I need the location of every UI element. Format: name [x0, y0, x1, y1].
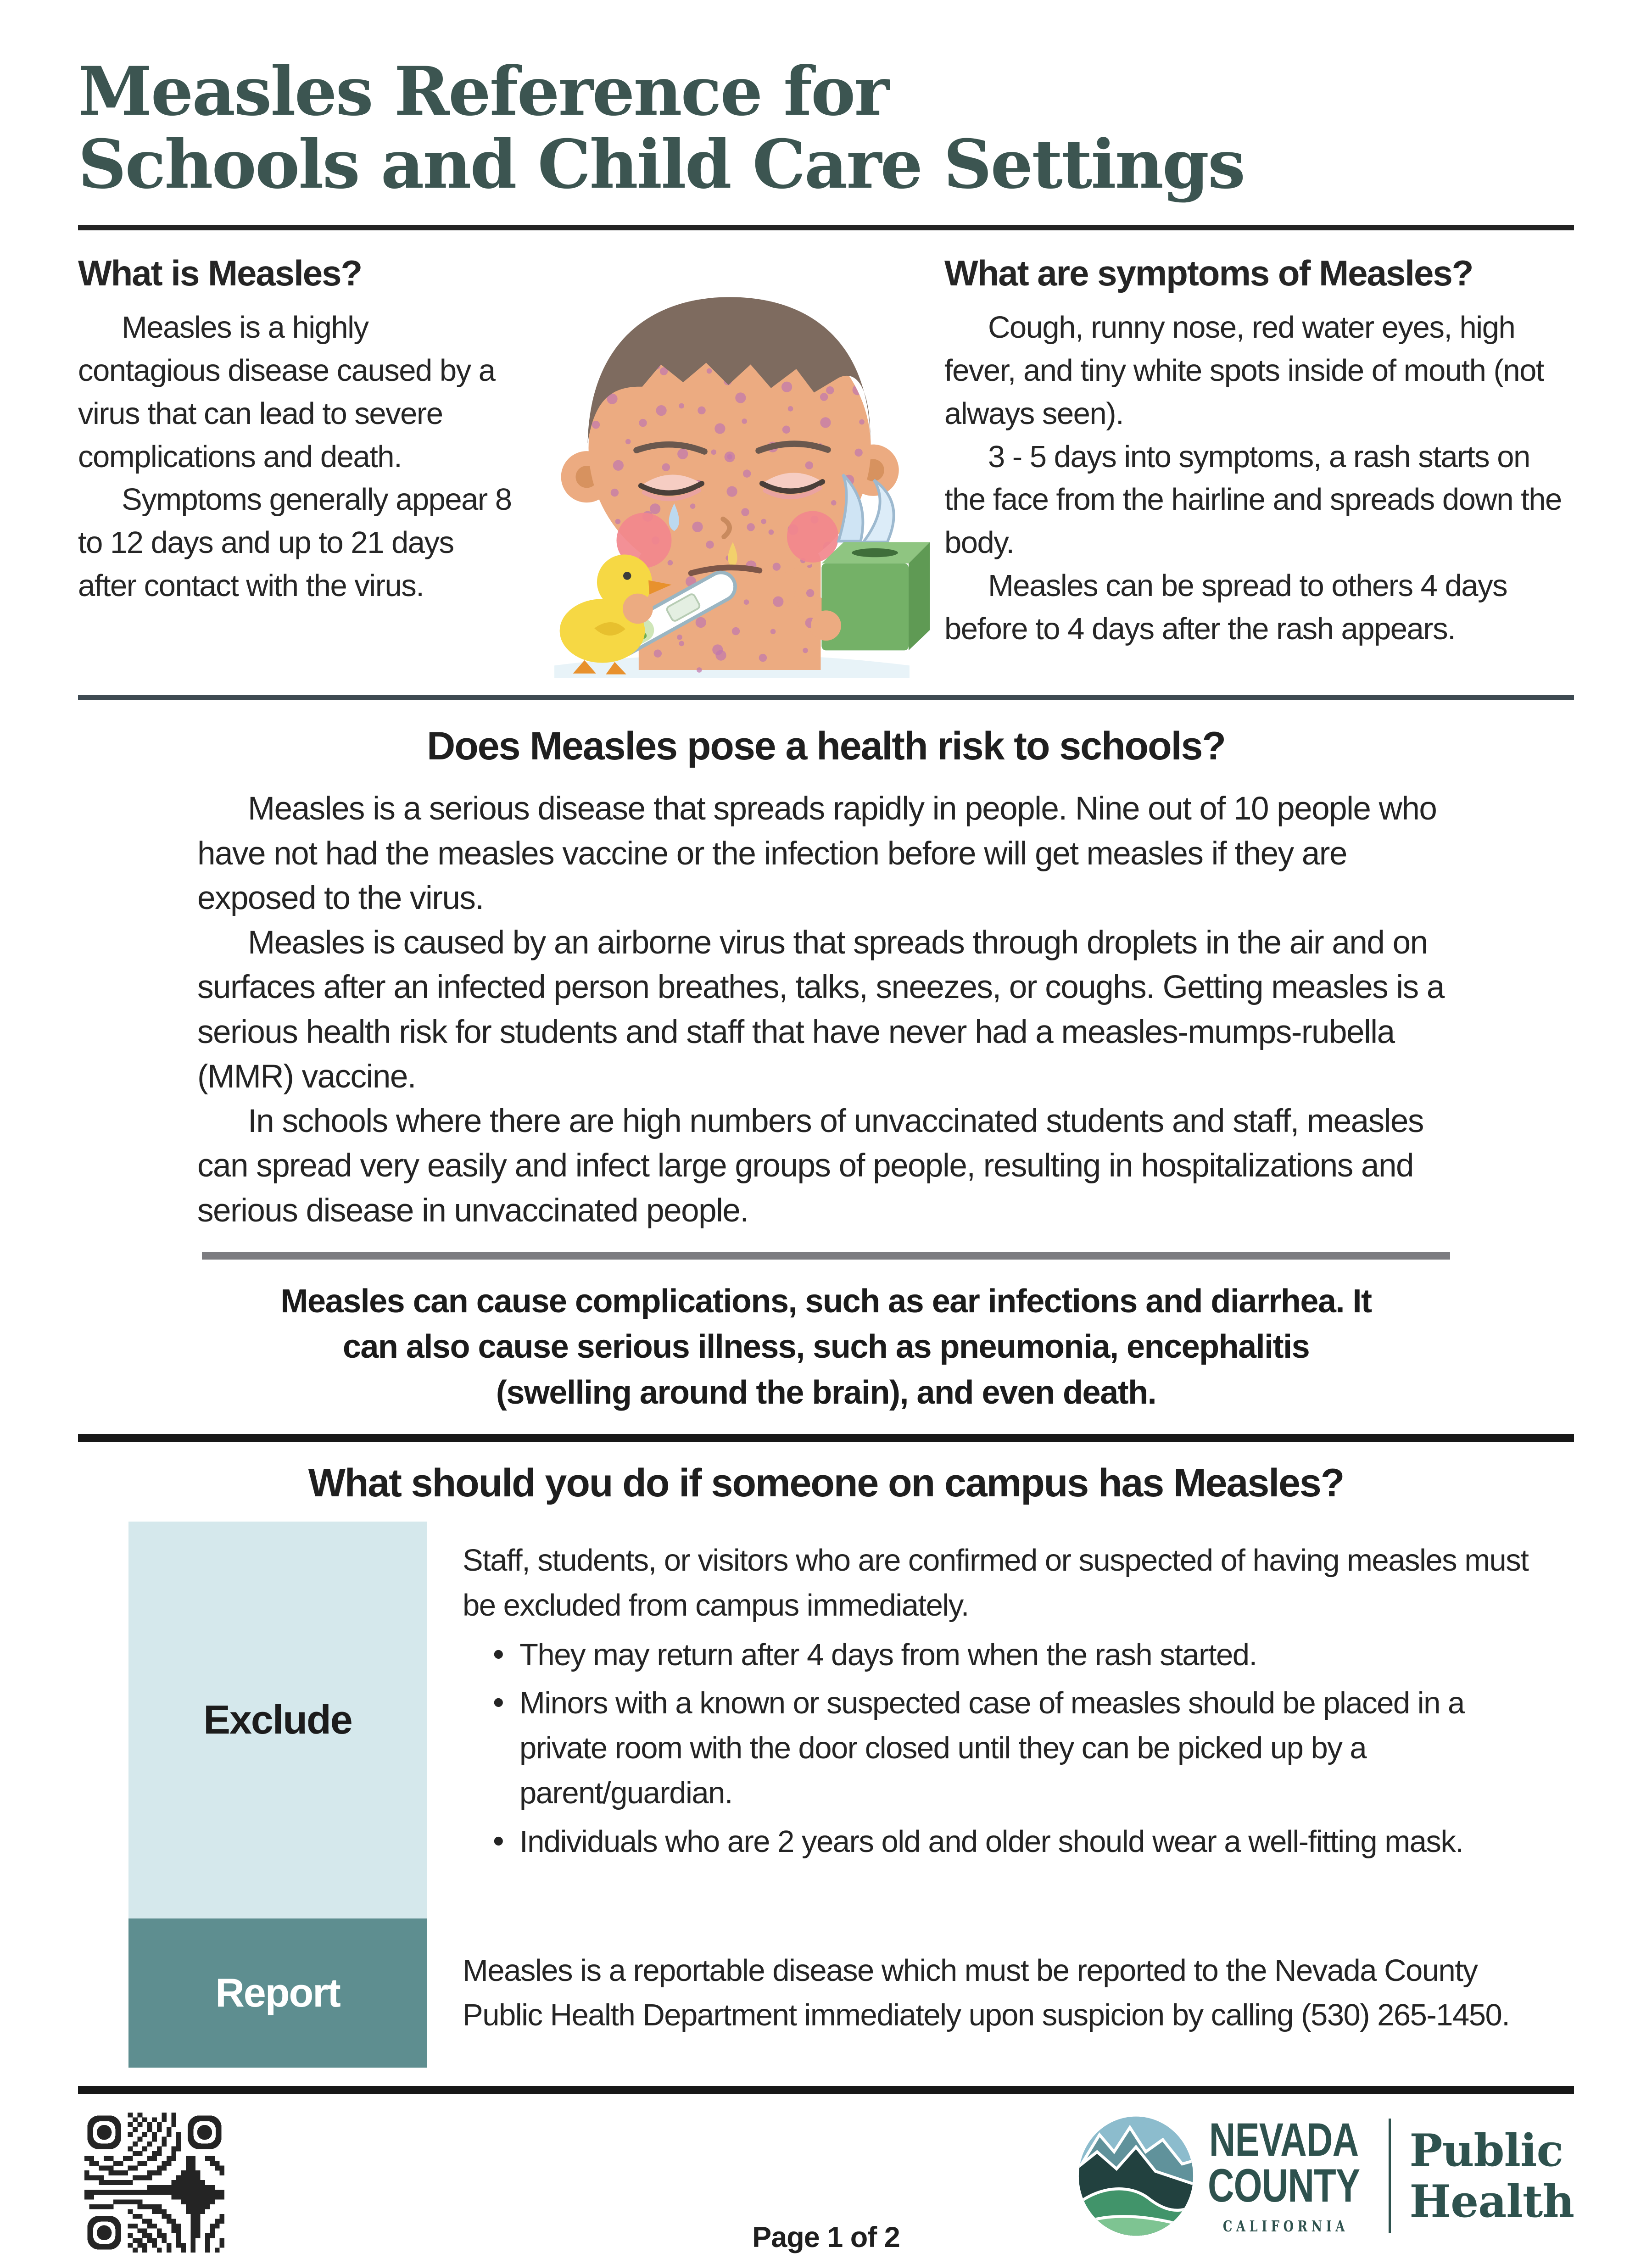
health-risk-paragraph: Measles is caused by an airborne virus that spreads through droplets in the air and on surfaces after an infected person breathes, talks, sneezes, or coughs. Getting measles is a serious health risk for students and staff that have never had a measles-mumps-rubella (MMR) vaccine. — [197, 925, 1444, 1095]
report-content — [427, 1918, 1546, 2068]
county-word: NEVADA — [1209, 2113, 1359, 2166]
campus-heading: What should you do if someone on campus has Measles? — [308, 1461, 1344, 1505]
state-word: CALIFORNIA — [1222, 2217, 1349, 2235]
qr-code-icon — [84, 2113, 224, 2253]
exclude-row — [128, 1522, 1546, 1918]
dept-word: Health — [1409, 2175, 1574, 2228]
what-is-measles-heading: What is Measles? — [78, 253, 362, 294]
dept-word: Public — [1409, 2125, 1563, 2177]
symptoms-paragraph: Measles can be spread to others 4 days before to 4 days after the rash appears. — [944, 569, 1507, 646]
health-risk-heading: Does Measles pose a health risk to schools? — [427, 724, 1225, 769]
divider-above-campus — [78, 1434, 1574, 1442]
symptoms-paragraph: Cough, runny nose, red water eyes, high fever, and tiny white spots inside of mouth (not always seen). — [944, 310, 1544, 431]
exclude-content — [427, 1522, 1546, 1918]
sick-child-image — [528, 252, 936, 679]
what-is-paragraph: Symptoms generally appear 8 to 12 days and up to 21 days after contact with the virus. — [78, 482, 512, 603]
symptoms-column — [936, 252, 1574, 650]
page-title — [78, 52, 1574, 204]
divider-gray — [202, 1252, 1450, 1260]
complications-callout: Measles can cause complications, such as ear infections and diarrhea. It can also cause serious illness, such as pneumonia, encephalitis (swelling around the brain), and even death. — [280, 1283, 1372, 1411]
sick-child-illustration — [528, 252, 936, 681]
public-health-wordmark — [1409, 2125, 1574, 2227]
top-section — [78, 230, 1574, 695]
divider-under-title — [78, 225, 1574, 230]
report-label: Report — [128, 1918, 427, 2068]
what-is-measles-column — [78, 252, 528, 608]
county-emblem-icon — [1075, 2115, 1197, 2237]
symptoms-heading: What are symptoms of Measles? — [944, 253, 1473, 294]
exclude-label: Exclude — [128, 1522, 427, 1918]
county-wordmark — [1207, 2113, 1360, 2235]
footer — [78, 2113, 1574, 2264]
exclude-intro: Staff, students, or visitors who are confirmed or suspected of having measles must be excluded from campus immediately. — [463, 1543, 1529, 1623]
exclude-bullet: • Individuals who are 2 years old and older should wear a well-fitting mask. — [489, 1819, 1542, 1864]
what-is-paragraph: Measles is a highly contagious disease caused by a virus that can lead to severe complications and death. — [78, 310, 495, 474]
health-risk-paragraph: In schools where there are high numbers of unvaccinated students and staff, measles can spread very easily and infect large groups of people, resulting in hospitalizations and serious disease in unvaccinated people. — [197, 1103, 1423, 1229]
page-title-line1: Measles Reference for — [78, 52, 888, 131]
symptoms-paragraph: 3 - 5 days into symptoms, a rash starts on the face from the hairline and spreads down the body. — [944, 439, 1562, 560]
health-risk-section — [78, 724, 1574, 1233]
logo-divider — [1389, 2119, 1391, 2233]
campus-section — [78, 1461, 1574, 2068]
divider-above-footer — [78, 2086, 1574, 2094]
divider-top-section — [78, 695, 1574, 700]
exclude-bullet: • Minors with a known or suspected case of measles should be placed in a private room with the door closed until they can be picked up by a parent/guardian. — [489, 1681, 1542, 1815]
action-table — [128, 1522, 1546, 2068]
nevada-county-public-health-logo — [1075, 2115, 1574, 2237]
report-row — [128, 1918, 1546, 2068]
report-text: Measles is a reportable disease which must be reported to the Nevada County Public Health Department immediately upon suspicion by calling (530) 265-1450. — [463, 1953, 1510, 2033]
exclude-bullet-list — [489, 1633, 1542, 1864]
exclude-bullet: • They may return after 4 days from when the rash started. — [489, 1633, 1542, 1678]
county-word: COUNTY — [1207, 2159, 1360, 2212]
page-number: Page 1 of 2 — [752, 2221, 900, 2253]
page-title-line2: Schools and Child Care Settings — [78, 125, 1245, 204]
health-risk-paragraph: Measles is a serious disease that spreads rapidly in people. Nine out of 10 people who have not had the measles vaccine or the infection before will get measles if they are exposed to the virus. — [197, 791, 1437, 916]
